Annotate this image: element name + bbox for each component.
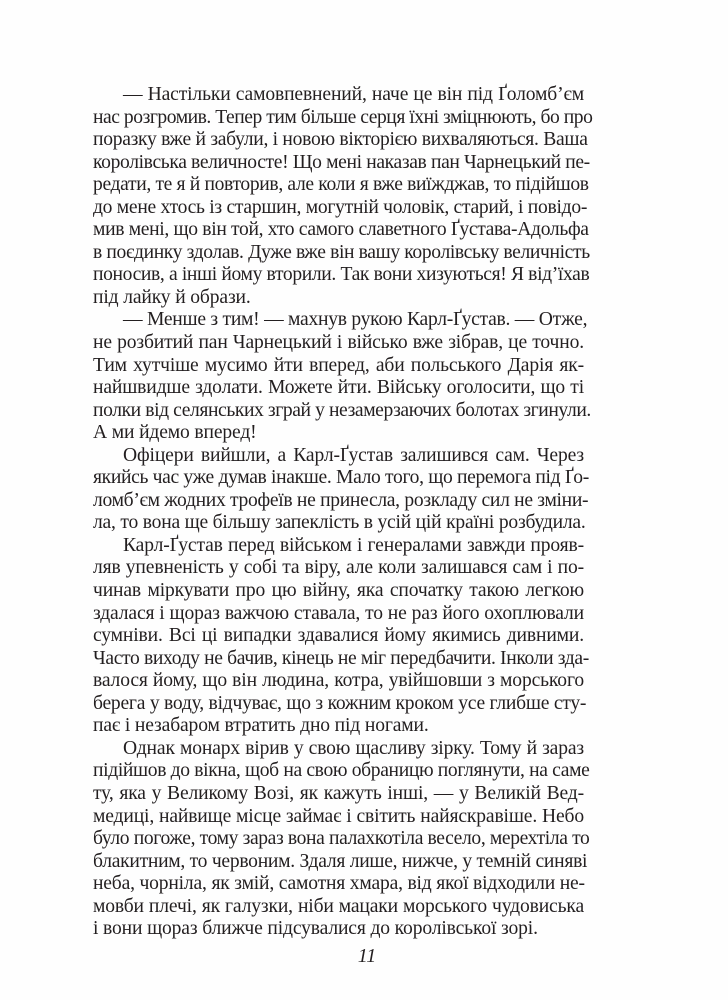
text-line: валося йому, що він людина, котра, увійшовши з морського <box>93 670 584 692</box>
text-line: королівська величносте! Що мені наказав пан Чарнецький пе- <box>93 151 590 173</box>
text-line: нас розгромив. Тепер тим більше серця їхні зміцнюють, бо про <box>93 106 593 128</box>
text-line: ла, то вона ще більшу запеклість в усій цій країні розбудила. <box>93 512 586 534</box>
text-line: Карл-Ґустав перед військом і генералами завжди прояв- <box>123 534 584 556</box>
text-line: не розбитий пан Чарнецький і військо вже зібрав, це точно. <box>93 332 584 354</box>
text-line: якийсь час уже думав інакше. Мало того, що перемога під Ґо- <box>93 467 589 489</box>
text-line: Часто виходу не бачив, кінець не міг передбачити. Інколи зда- <box>93 647 589 669</box>
paragraph <box>93 444 589 535</box>
text-line: ломб’єм жодних трофеїв не принесла, розкладу сил не зміни- <box>93 489 589 511</box>
text-line: Однак монарх вірив у свою щасливу зірку. Тому й зараз <box>123 737 584 759</box>
text-line: А ми йдемо вперед! <box>93 422 257 444</box>
paragraph <box>93 534 589 738</box>
text-line: — Менше з тим! — махнув рукою Карл-Ґустав. — Отже, <box>123 309 588 331</box>
text-line: найшвидше здолати. Можете йти. Війську оголосити, що ті <box>93 377 584 399</box>
text-line: до мене хтось із старшин, могутній чоловік, старий, і повідо- <box>93 196 588 218</box>
text-line: було погоже, тому зараз вона палахкотіла весело, мерехтіла то <box>93 828 590 850</box>
text-line: неба, чорніла, як змій, самотня хмара, від якої відходили не- <box>93 873 585 895</box>
text-line: поносив, а інші йому вторили. Так вони хизуються! Я від’їхав <box>93 264 590 286</box>
text-line: — Настільки самовпевнений, наче це він під Ґоломб’єм <box>123 84 584 105</box>
text-line: Тим хутчіше мусимо йти вперед, аби польського Дарія як- <box>93 354 584 376</box>
text-line: мив мені, що він той, хто самого славетного Ґустава-Адольфа <box>93 219 589 241</box>
text-line: блакитним, то червоним. Здаля лише, нижче, у темній синяві <box>93 850 588 872</box>
text-line: полки від селянських зграй у незамерзаючих болотах згинули. <box>93 399 591 421</box>
text-line: підійшов до вікна, щоб на свою обраницю поглянути, на саме <box>93 760 590 782</box>
text-line: ту, яка у Великому Возі, як кажуть інші, — у Великій Вед- <box>93 782 584 804</box>
text-line: здалася і щораз важчою ставала, то не раз його охоплювали <box>93 602 584 624</box>
paragraph <box>93 84 593 309</box>
body-text <box>93 84 593 941</box>
text-line: ляв упевненість у собі та віру, але коли залишався сам і по- <box>93 557 584 579</box>
text-line: чинав міркувати про цю війну, яка спочатку такою легкою <box>93 580 584 602</box>
text-line: берега у воду, відчуває, що з кожним кроком усе глибше сту- <box>93 692 587 714</box>
text-line: і вони щораз ближче підсувалися до королівської зорі. <box>93 918 538 940</box>
text-line: редати, те я й повторив, але коли я вже виїжджав, то підійшов <box>93 174 589 196</box>
text-line: в поєдинку здолав. Дуже вже він вашу королівську величність <box>93 241 590 263</box>
text-line: медиці, найвище місце займає і світить найяскравіше. Небо <box>93 805 584 827</box>
page-number: 11 <box>357 945 377 967</box>
text-line: мовби плечі, як галузки, ніби мацаки морського чудовиська <box>93 895 584 917</box>
paragraph <box>93 309 591 444</box>
text-line: поразку вже й забули, і новою вікторією вихваляються. Ваша <box>93 129 588 151</box>
text-line: Офіцери вийшли, а Карл-Ґустав залишився сам. Через <box>123 444 584 466</box>
text-line: пає і незабаром втратить дно під ногами. <box>93 715 429 737</box>
paragraph <box>93 737 590 941</box>
text-line: сумніви. Всі ці випадки здавалися йому якимись дивними. <box>93 625 584 647</box>
text-line: під лайку й образи. <box>93 286 251 308</box>
